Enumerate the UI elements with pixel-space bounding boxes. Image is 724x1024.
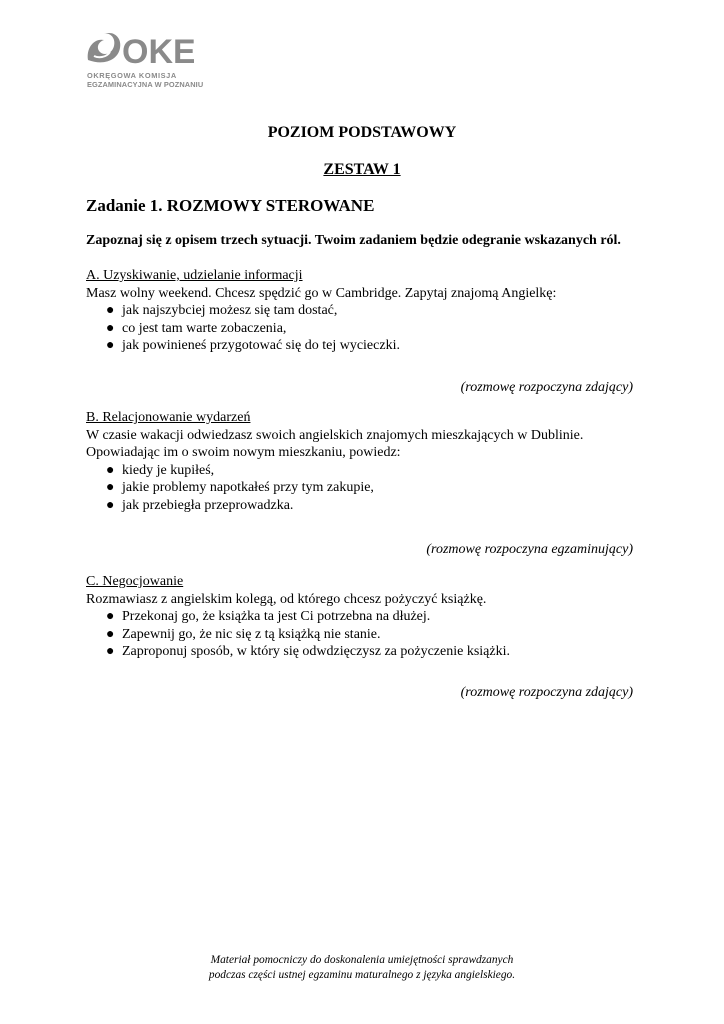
bullet-icon: ● [106,497,115,513]
list-item: ● jak najszybciej możesz się tam dostać, [106,303,338,319]
logo-text: OKE [122,33,194,70]
bullet-list [86,302,556,355]
set-title: ZESTAW 1 [323,161,401,178]
level-title: POZIOM PODSTAWOWY [267,124,457,141]
footer [0,953,724,983]
section-text: Masz wolny weekend. Chcesz spędzić go w Cambridge. Zapytaj znajomą Angielkę: [86,285,557,301]
instruction: Zapoznaj się z opisem trzech sytuacji. Twoim zadaniem będzie odegranie wskazanych ról. [86,233,621,248]
list-item: ● co jest tam warte zobaczenia, [106,320,287,336]
section-text: Opowiadając im o swoim nowym mieszkaniu, powiedz: [86,445,401,461]
footer-line2: podczas części ustnej egzaminu maturalnego z języka angielskiego. [208,969,516,981]
list-item: ● jak powinieneś przygotować się do tej wycieczki. [106,338,400,354]
section-c-note: (rozmowę rozpoczyna zdający) [460,685,633,700]
bullet-icon: ● [106,609,115,625]
section-heading: B. Relacjonowanie wydarzeń [86,410,251,425]
list-item: ● Zapewnij go, że nic się z tą książką nie stanie. [106,626,381,642]
section-b [86,409,583,515]
bullet-icon: ● [106,462,115,478]
list-item: ● Przekonaj go, że książka ta jest Ci potrzebna na dłużej. [106,609,431,625]
list-item: ● Zaproponuj sposób, w który się odwdzięczysz za pożyczenie książki. [106,644,510,660]
list-item: ● jak przebiegła przeprowadzka. [106,497,294,513]
section-text: Rozmawiasz z angielskim kolegą, od którego chcesz pożyczyć książkę. [86,591,487,607]
task-title: Zadanie 1. ROZMOWY STEROWANE [86,196,375,215]
org-name-line1: OKRĘGOWA KOMISJA [87,71,177,80]
oke-logo-mark [84,30,194,70]
bullet-list [86,608,510,661]
section-c [86,573,510,661]
bullet-icon: ● [106,303,115,319]
footer-line1: Materiał pomocniczy do doskonalenia umiejętności sprawdzanych [210,954,514,966]
bullet-icon: ● [106,626,115,642]
section-a-note: (rozmowę rozpoczyna zdający) [460,380,633,395]
bullet-icon: ● [106,644,115,660]
list-item: ● jakie problemy napotkałeś przy tym zakupie, [106,480,374,496]
section-heading: C. Negocjowanie [86,574,184,589]
bullet-icon: ● [106,480,115,496]
bullet-icon: ● [106,338,115,354]
section-a [86,267,556,355]
bullet-list [86,462,583,515]
org-name-line2: EGZAMINACYJNA W POZNANIU [87,80,204,89]
section-b-note: (rozmowę rozpoczyna egzaminujący) [426,542,633,557]
section-heading: A. Uzyskiwanie, udzielanie informacji [86,268,303,283]
section-text: W czasie wakacji odwiedzasz swoich angielskich znajomych mieszkających w Dublinie. [86,427,584,443]
bullet-icon: ● [106,320,115,336]
list-item: ● kiedy je kupiłeś, [106,462,215,478]
